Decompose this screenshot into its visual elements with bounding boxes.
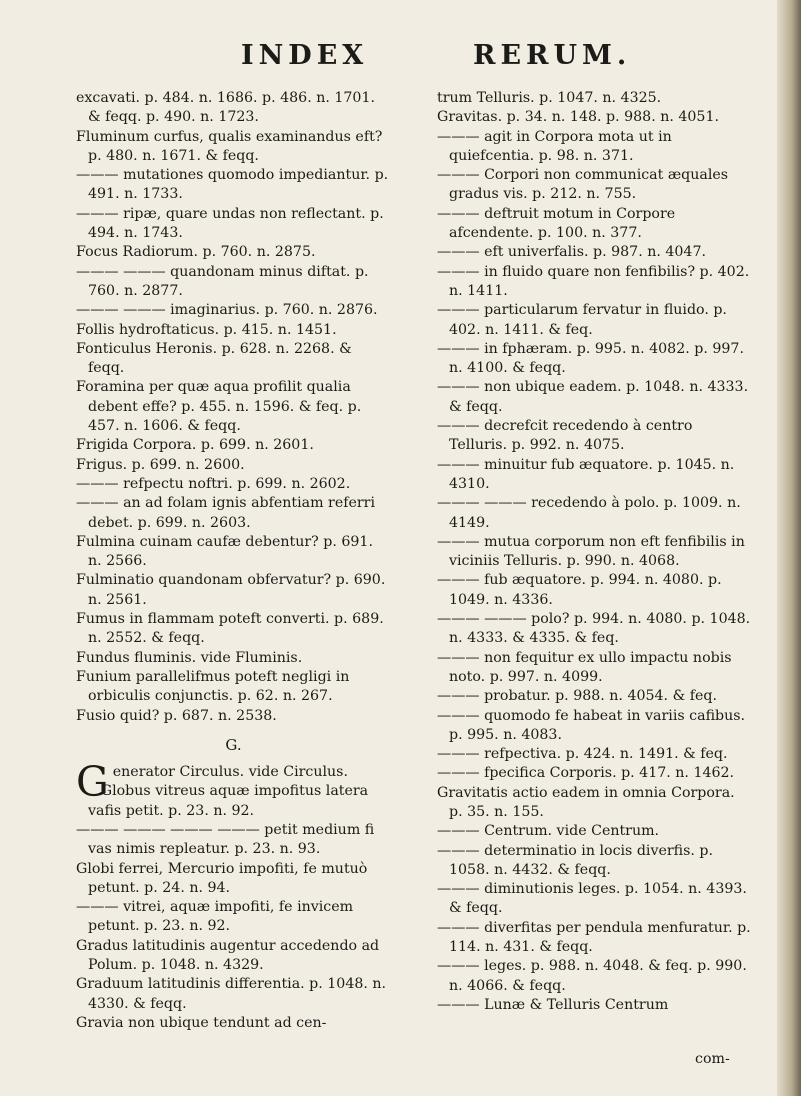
index-entry: ——— ——— recedendo à polo. p. 1009. n. 4149. [437, 495, 741, 531]
index-entry: ——— diminutionis leges. p. 1054. n. 4393. & feqq. [437, 881, 747, 917]
page-edge [777, 0, 801, 1096]
index-entry: ——— non ubique eadem. p. 1048. n. 4333. & feqq. [437, 379, 749, 415]
index-entry: Fulminatio quandonam obfervatur? p. 690. n. 2561. [76, 572, 386, 608]
index-entry: ——— refpectiva. p. 424. n. 1491. & feq. [437, 746, 728, 763]
index-entry: Fusio quid? p. 687. n. 2538. [76, 707, 277, 724]
index-entry: ——— fpecifica Corporis. p. 417. n. 1462. [437, 765, 735, 782]
index-entry: Fluminum curfus, qualis examinandus eft? p. 480. n. 1671. & feqq. [76, 128, 383, 164]
index-entry: ——— non fequitur ex ullo impactu nobis noto. p. 997. n. 4099. [437, 649, 732, 685]
header-rerum: RERUM. [473, 40, 632, 71]
index-entry: Focus Radiorum. p. 760. n. 2875. [76, 244, 316, 261]
index-entry: ——— fub æquatore. p. 994. n. 4080. p. 1049. n. 4336. [437, 572, 722, 608]
index-entry: Fulmina cuinam caufæ debentur? p. 691. n. 2566. [76, 533, 373, 570]
index-entry: ——— deftruit motum in Corpore afcendente. p. 100. n. 377. [437, 205, 676, 242]
index-entry: ——— ——— polo? p. 994. n. 4080. p. 1048. n. 4333. & 4335. & feq. [437, 611, 751, 647]
index-entry: Follis hydroftaticus. p. 415. n. 1451. [76, 321, 337, 338]
index-entry: ——— probatur. p. 988. n. 4054. & feq. [437, 688, 717, 705]
index-entry: Funium parallelifmus poteft negligi in orbiculis conjunctis. p. 62. n. 267. [76, 668, 350, 705]
index-entry: ——— Corpori non communicat æquales gradus vis. p. 212. n. 755. [437, 167, 729, 203]
index-entry: ——— minuitur fub æquatore. p. 1045. n. 4310. [437, 456, 735, 492]
index-entry: ——— decrefcit recedendo à centro Telluris. p. 992. n. 4075. [437, 418, 693, 454]
index-entry: ——— agit in Corpora mota ut in quiefcentia. p. 98. n. 371. [437, 128, 672, 164]
index-entry: Globus vitreus aquæ impofitus latera vafis petit. p. 23. n. 92. [88, 783, 369, 819]
index-entry: Gravitas. p. 34. n. 148. p. 988. n. 4051. [437, 109, 719, 126]
dropcap-letter: G [76, 758, 109, 807]
index-entry: Globi ferrei, Mercurio impofiti, fe mutuò petunt. p. 24. n. 94. [76, 860, 368, 896]
index-entry: ——— vitrei, aquæ impofiti, fe invicem petunt. p. 23. n. 92. [76, 899, 354, 935]
index-entry: ——— ripæ, quare undas non reflectant. p. 494. n. 1743. [76, 205, 384, 242]
index-entry: trum Telluris. p. 1047. n. 4325. [437, 90, 662, 106]
index-entry: Fundus fluminis. vide Fluminis. [76, 649, 303, 666]
index-entry: Gravia non ubique tendunt ad cen- [76, 1014, 327, 1031]
right-entries [437, 89, 752, 1015]
index-entry: ——— an ad folam ignis abfentiam referri debet. p. 699. n. 2603. [76, 495, 375, 531]
section-letter-g: G. [225, 735, 242, 754]
index-entry: ——— refpectu noftri. p. 699. n. 2602. [76, 475, 351, 492]
header-index: INDEX [241, 40, 369, 71]
index-entry: Graduum latitudinis differentia. p. 1048. n. 4330. & feqq. [76, 976, 387, 1012]
catchword: com- [695, 1051, 730, 1067]
index-entry: Fumus in flammam poteft converti. p. 689. n. 2552. & feqq. [76, 611, 384, 647]
index-entry: ——— ——— imaginarius. p. 760. n. 2876. [76, 302, 378, 319]
dropcap-entry-text: enerator Circulus. vide Circulus. [112, 764, 348, 781]
index-entry: ——— mutationes quomodo impediantur. p. 491. n. 1733. [76, 167, 389, 203]
index-entry: Gradus latitudinis augentur accedendo ad Polum. p. 1048. n. 4329. [76, 937, 380, 974]
index-entry: ——— determinatio in locis diverfis. p. 1058. n. 4432. & feqq. [437, 842, 714, 878]
index-entry: excavati. p. 484. n. 1686. p. 486. n. 1701. & feqq. p. 490. n. 1723. [76, 90, 375, 126]
index-entry: Foramina per quæ aqua profilit qualia debent effe? p. 455. n. 1596. & feq. p. 457. n. 1606. & feqq. [76, 379, 362, 435]
index-entry: ——— mutua corporum non eft fenfibilis in viciniis Telluris. p. 990. n. 4068. [437, 533, 745, 570]
index-entry: Gravitatis actio eadem in omnia Corpora. p. 35. n. 155. [437, 784, 735, 820]
index-entry: ——— diverfitas per pendula menfuratur. p. 114. n. 431. & feqq. [437, 919, 751, 956]
index-entry: ——— ——— quandonam minus diftat. p. 760. n. 2877. [76, 263, 369, 299]
index-entry: ——— leges. p. 988. n. 4048. & feq. p. 990. n. 4066. & feqq. [437, 958, 747, 994]
index-entry: ——— in fphæram. p. 995. n. 4082. p. 997. n. 4100. & feqq. [437, 340, 744, 377]
index-entry: ——— Lunæ & Telluris Centrum [437, 996, 669, 1013]
index-entry: Frigus. p. 699. n. 2600. [76, 456, 245, 473]
index-entry: ——— in fluido quare non fenfibilis? p. 402. n. 1411. [437, 263, 750, 299]
index-entry: ——— eft univerfalis. p. 987. n. 4047. [437, 244, 706, 261]
left-entries-g [76, 782, 391, 1033]
index-entry: ——— Centrum. vide Centrum. [437, 823, 660, 840]
index-entry: ——— ——— ——— ——— petit medium fi vas nimis repleatur. p. 23. n. 93. [76, 821, 375, 858]
index-entry: ——— quomodo fe habeat in variis cafibus. p. 995. n. 4083. [437, 707, 746, 743]
left-entries-f [76, 89, 391, 726]
index-entry: Fonticulus Heronis. p. 628. n. 2268. & feqq. [76, 340, 352, 377]
right-column [437, 89, 752, 1015]
index-entry: Frigida Corpora. p. 699. n. 2601. [76, 437, 314, 454]
left-column [76, 89, 391, 1033]
index-entry: ——— particularum fervatur in fluido. p. 402. n. 1411. & feq. [437, 302, 727, 338]
page-header [0, 40, 801, 80]
